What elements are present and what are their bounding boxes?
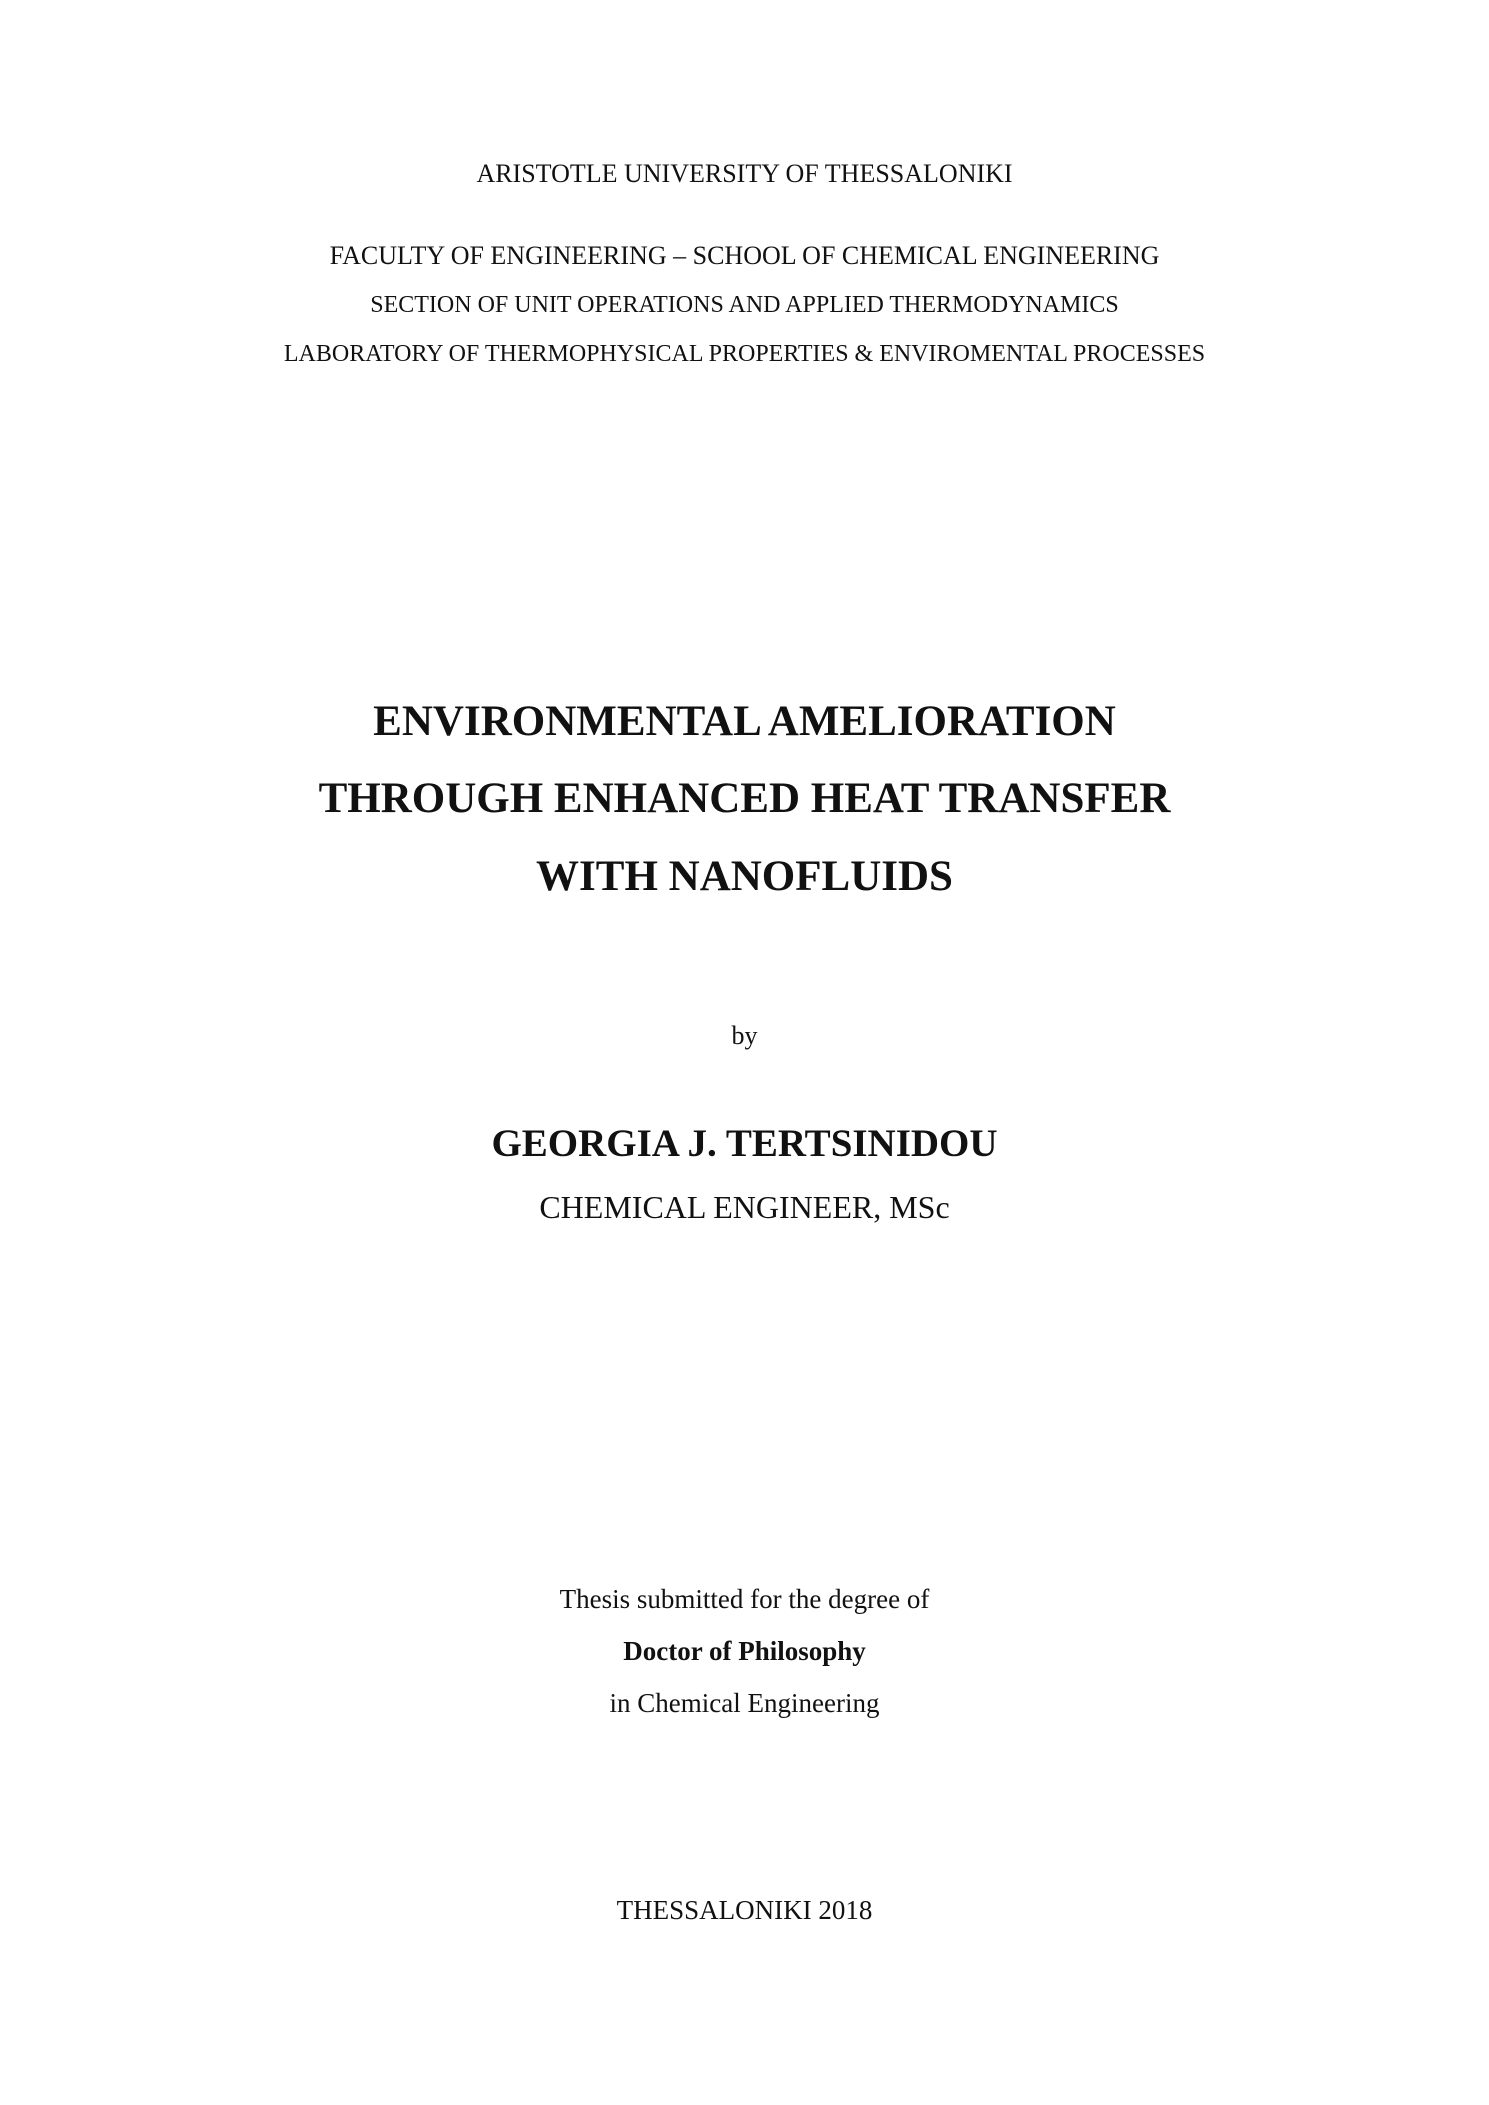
author-credential: CHEMICAL ENGINEER, MSc xyxy=(539,1189,950,1225)
degree-intro: Thesis submitted for the degree of xyxy=(559,1584,930,1614)
degree-name: Doctor of Philosophy xyxy=(623,1636,866,1666)
place-and-year: THESSALONIKI 2018 xyxy=(616,1895,873,1925)
degree-field: in Chemical Engineering xyxy=(609,1688,880,1718)
faculty-name: FACULTY OF ENGINEERING – SCHOOL OF CHEMICAL ENGINEERING xyxy=(329,241,1160,270)
university-name: ARISTOTLE UNIVERSITY OF THESSALONIKI xyxy=(476,159,1013,188)
section-name: SECTION OF UNIT OPERATIONS AND APPLIED THERMODYNAMICS xyxy=(370,292,1119,318)
laboratory-name: LABORATORY OF THERMOPHYSICAL PROPERTIES & ENVIROMENTAL PROCESSES xyxy=(283,341,1206,367)
author-name: GEORGIA J. TERTSINIDOU xyxy=(491,1122,998,1165)
by-label: by xyxy=(731,1021,758,1050)
thesis-title-line-2: THROUGH ENHANCED HEAT TRANSFER xyxy=(318,775,1171,822)
thesis-title-line-1: ENVIRONMENTAL AMELIORATION xyxy=(373,698,1116,745)
thesis-title-line-3: WITH NANOFLUIDS xyxy=(536,853,953,900)
